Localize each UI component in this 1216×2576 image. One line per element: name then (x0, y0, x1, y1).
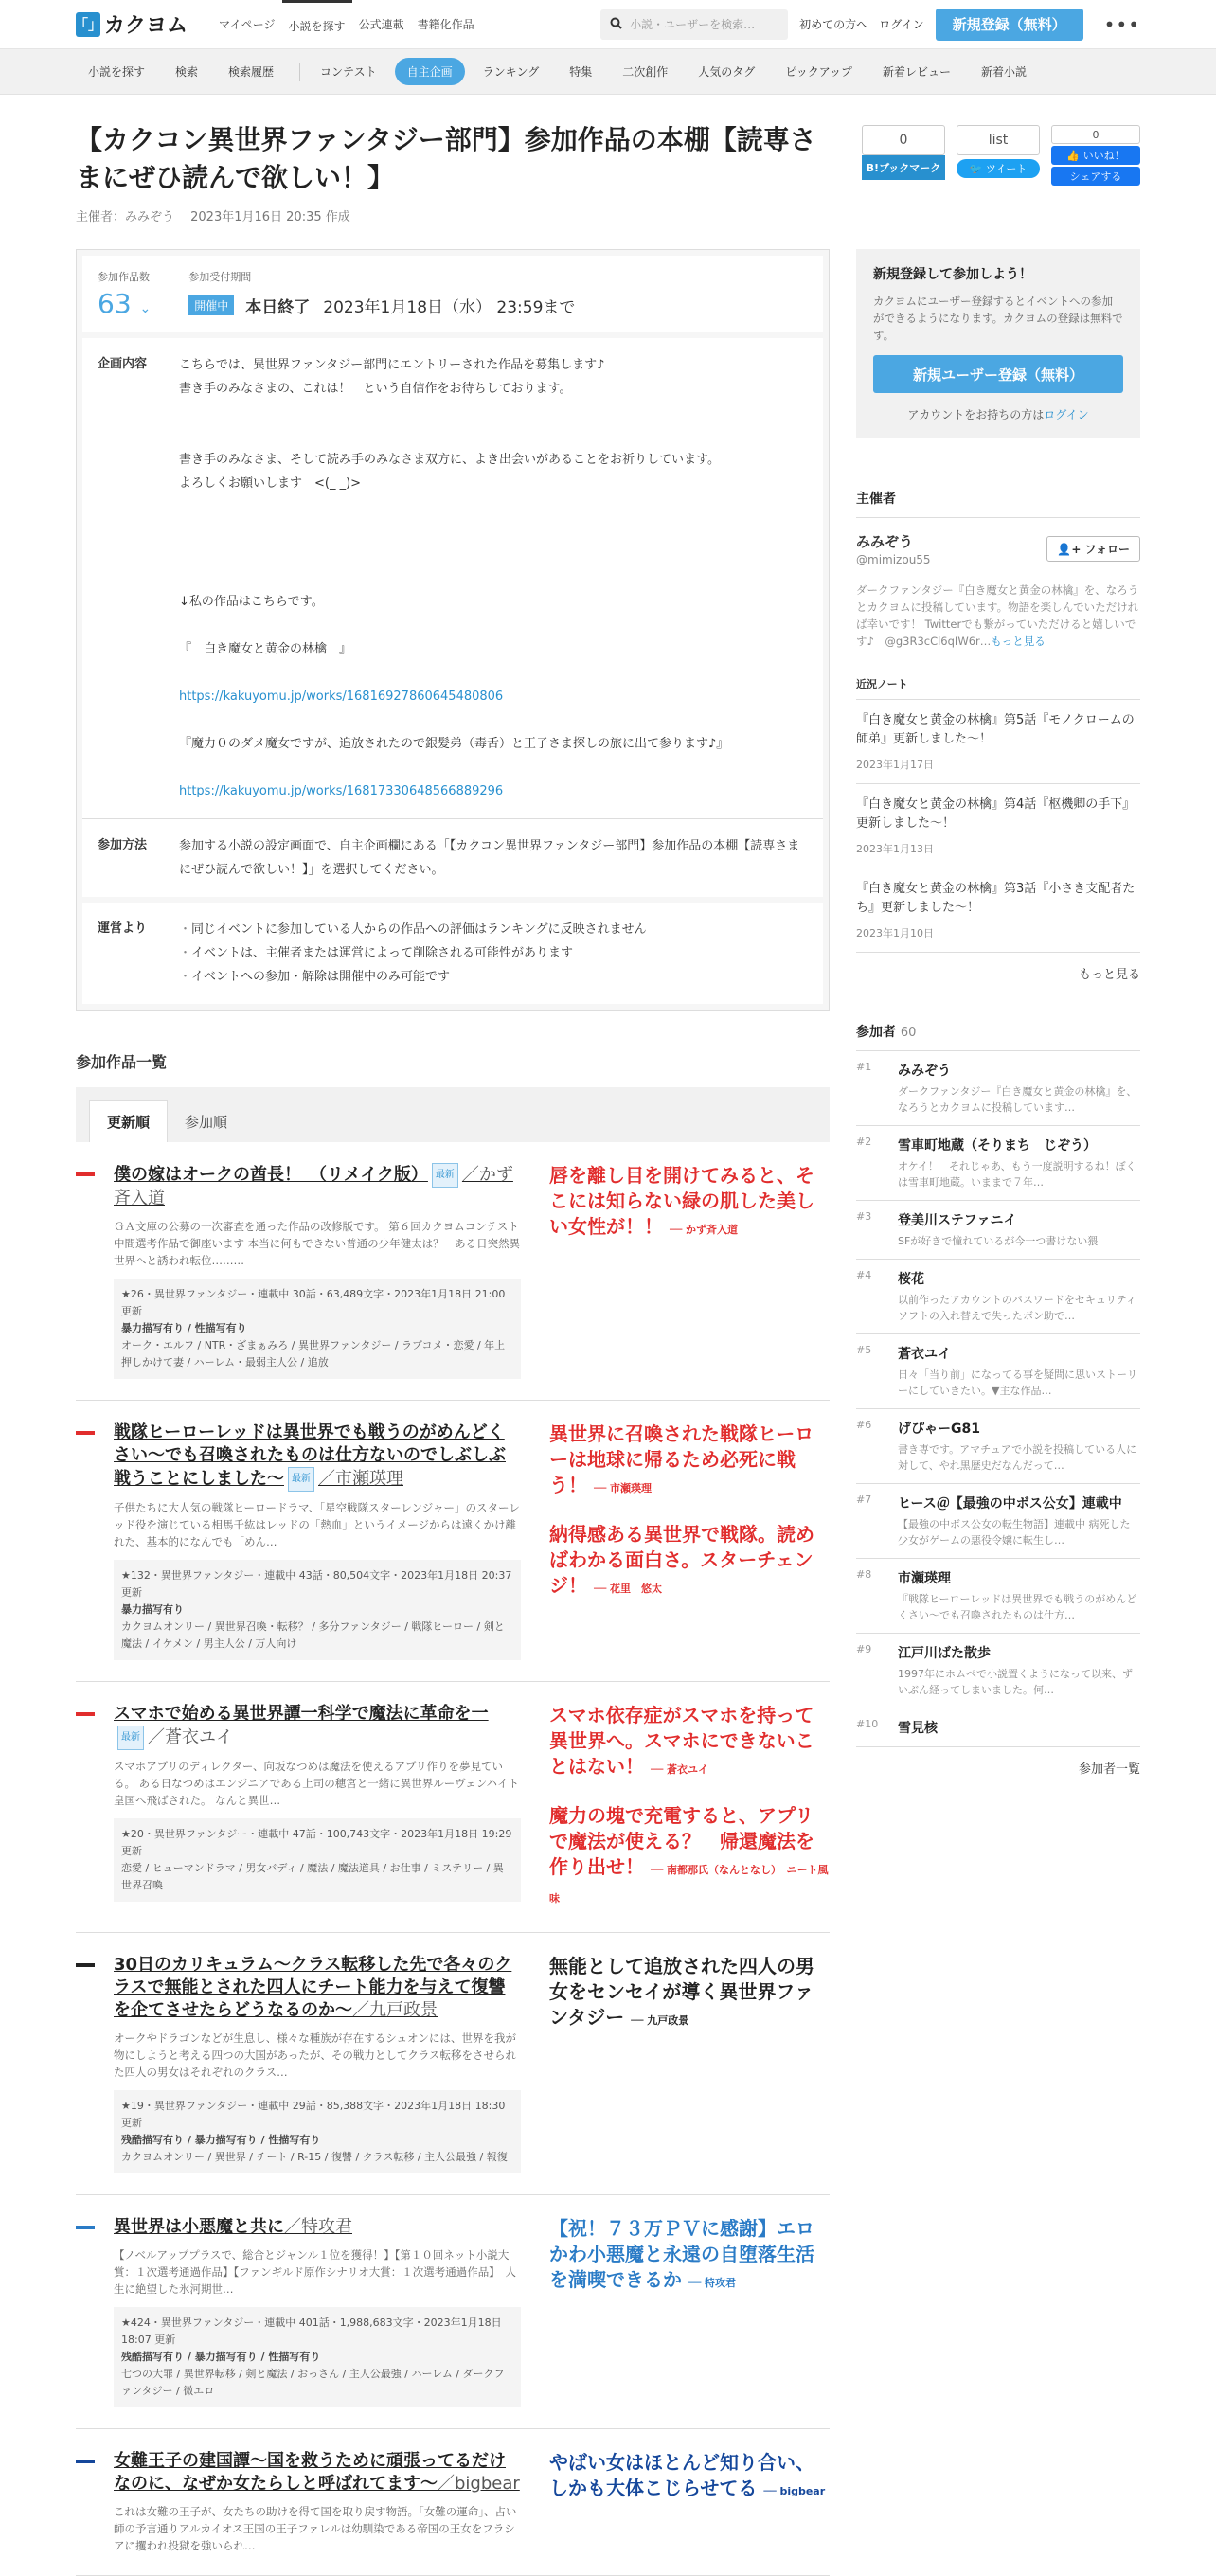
catchphrase-author[interactable]: ── bigbear (763, 2485, 826, 2497)
content-line: 『魔力０のダメ魔女ですが、追放されたので銀髪弟（毒舌）と王子さま探しの旅に出て参ります♪』 (179, 737, 729, 751)
global-header (0, 0, 1216, 49)
note-title[interactable]: 『白き魔女と黄金の林檎』第3話『小さき支配者たち』更新しました～！ (856, 882, 1136, 915)
catchphrase-author[interactable]: ── 特攻君 (688, 2277, 737, 2289)
participant-item[interactable] (856, 1559, 1140, 1634)
nav-mypage[interactable]: マイページ (219, 18, 276, 31)
genre-color-bar (76, 1712, 95, 1716)
subnav-new-novels[interactable]: 新着小説 (980, 65, 1027, 79)
participant-desc: 以前作ったアカウントのパスワードをセキュリティソフトの入れ替えで失ったボン助で… (898, 1294, 1136, 1322)
subnav-fanfic[interactable]: 二次創作 (622, 65, 669, 79)
list-button[interactable]: list (957, 125, 1040, 155)
blank-line (179, 519, 808, 543)
participant-item[interactable] (856, 1409, 1140, 1484)
content-link[interactable]: https://kakuyomu.jp/works/16817330648566889296 (179, 784, 504, 798)
hatena-bookmark-button[interactable]: B!ブックマーク (862, 155, 945, 180)
notes-more-link[interactable]: もっと見る (1078, 968, 1140, 982)
side-register-box (856, 249, 1140, 438)
organizer-desc (856, 581, 1140, 650)
work-title[interactable]: 戦隊ヒーローレッドは異世界でも戦うのがめんどくさい〜でも召喚されたものは仕方ないのでしぶしぶ戦うことにしました〜 最新 ／市瀬瑛理 (114, 1422, 521, 1492)
sub-nav (0, 49, 1216, 95)
login-prefix: アカウントをお持ちの方は (907, 408, 1045, 421)
work-item (76, 1933, 830, 2195)
work-tags[interactable]: 恋愛 / ヒューマンドラマ / 男女バディ / 魔法 / 魔法道具 / お仕事 / ミステリー / 異世界召喚 (121, 1862, 504, 1891)
blank-line (179, 661, 808, 685)
subnav-history[interactable]: 検索履歴 (228, 65, 275, 79)
participant-item[interactable] (856, 1260, 1140, 1334)
logo-text: カクヨム (104, 14, 188, 38)
participant-desc: ダークファンタジー『白き魔女と黄金の林檎』を、なろうとカクヨムに投稿しています… (898, 1085, 1137, 1114)
work-author[interactable]: ／かず斉入道 (114, 1165, 513, 1208)
organizer-name[interactable]: みみぞう (856, 533, 914, 550)
work-catchphrase[interactable]: スマホ依存症がスマホを持って異世界へ。スマホにできないことはない！ ── 蒼衣ユイ (549, 1704, 814, 1778)
participant-rank: #4 (856, 1269, 872, 1281)
participant-desc: 【最強の中ボス公女の転生物語】連載中 病死した少女がゲームの悪役令嬢に転生し… (898, 1518, 1131, 1547)
participants-heading (856, 1022, 1140, 1051)
blank-line (179, 708, 808, 732)
participant-rank: #1 (856, 1061, 872, 1073)
work-stats: ★132・異世界ファンタジー・連載中 43話・80,504文字・2023年1月18日 20:37 更新 (121, 1569, 512, 1599)
admin-note: ・ イベントへの参加・解除は開催中のみ可能です (179, 965, 808, 989)
side-register-heading: 新規登録して参加しよう！ (873, 267, 1032, 282)
content-line: よろしくお願いします <(_ _)> (179, 476, 362, 491)
tweet-label: ツイート (985, 163, 1028, 175)
method-body: 参加する小説の設定画面で、自主企画欄にある「【カクコン異世界ファンタジー部門】参加作品の本棚【読専さまにぜひ読んで欲しい！】」を選択してください。 (179, 839, 800, 877)
work-title[interactable]: 異世界は小悪魔と共に／特攻君 (114, 2217, 352, 2237)
work-meta (114, 1560, 521, 1660)
work-catchphrase[interactable]: 異世界に召喚された戦隊ヒーローは地球に帰るため必死に戦う！ ── 市瀬瑛理 (549, 1422, 814, 1496)
page-title: 【カクコン異世界ファンタジー部門】参加作品の本棚【読専さまにぜひ読んで欲しい！】 (76, 124, 816, 193)
follow-label: フォロー (1084, 543, 1130, 556)
event-info (76, 249, 830, 1011)
catchphrase-author[interactable]: ── 市瀬瑛理 (593, 1482, 653, 1494)
subnav-tags[interactable]: 人気のタグ (698, 65, 756, 79)
work-author[interactable]: ／市瀬瑛理 (318, 1469, 403, 1489)
work-warnings: 残酷描写有り / 暴力描写有り / 性描写有り (121, 2134, 321, 2146)
work-item (76, 1142, 830, 1401)
subnav-ranking[interactable]: ランキング (482, 65, 540, 79)
notes-list (856, 700, 1140, 953)
work-intro: ＧＡ文庫の公募の一次審査を通った作品の改修版です。 第６回カクヨムコンテスト中間選考作品で御座います 本当に何もできない普通の少年健太は？ ある日突然異世界へと誘われ転位……… (114, 1220, 521, 1267)
logo[interactable] (76, 9, 188, 39)
subnav-feature[interactable]: 特集 (569, 65, 593, 79)
tab-updated[interactable]: 更新順 (89, 1100, 168, 1142)
genre-color-bar (76, 1172, 95, 1176)
work-warnings: 暴力描写有り / 性描写有り (121, 1322, 247, 1334)
count-value[interactable]: 63 ⌄ (98, 288, 152, 319)
works-list (76, 1142, 830, 2576)
twitter-icon: 🐦 (969, 162, 983, 175)
participant-desc: 書き専です。アマチュアで小説を投稿している人に対して、やれ黒歴史だなんだって… (898, 1443, 1137, 1472)
organizer-more-link[interactable]: もっと見る (991, 635, 1046, 648)
end-date: 2023年1月18日（水） 23:59まで (323, 298, 576, 317)
note-title[interactable]: 『白き魔女と黄金の林檎』第5話『モノクロームの師弟』更新しました～！ (856, 713, 1135, 746)
admin-note: ・ 同じイベントに参加している人からの作品への評価はランキングに反映されません (179, 918, 808, 941)
more-menu-icon[interactable]: ••• (1103, 12, 1140, 36)
nav-official[interactable]: 公式連載 (358, 18, 404, 31)
status-badge: 開催中 (188, 295, 234, 315)
nav-books[interactable]: 書籍化作品 (417, 18, 474, 31)
content-line: 書き手のみなさま、そして読み手のみなさま双方に、よき出会いがあることをお祈りしています。 (179, 453, 720, 467)
participant-name[interactable]: 雪見核 (898, 1721, 938, 1736)
notes-heading: 近況ノート (856, 676, 1140, 700)
note-title[interactable]: 『白き魔女と黄金の林檎』第4話『枢機卿の手下』更新しました～！ (856, 797, 1136, 831)
blank-line (179, 614, 808, 637)
subnav-find[interactable]: 小説を探す (88, 65, 146, 79)
page-meta: 主催者：みみぞう 2023年1月16日 20:35 作成 (76, 210, 350, 224)
fb-like-label: いいね！ (1082, 150, 1125, 162)
organizer-desc-text: ダークファンタジー『白き魔女と黄金の林檎』を、なろうとカクヨムに投稿しています。物語を楽しんでいただければ幸いです！ Twitterでも繋がっていただけると嬉しいです♪ @g3R3cCl6qIW6r… (856, 583, 1139, 648)
participant-item[interactable] (856, 1634, 1140, 1708)
work-tags[interactable]: カクヨムオンリー / 異世界召喚・転移？ / 多分ファンタジー / 戦隊ヒーロー / 剣と魔法 / イケメン / 男主人公 / 万人向け (121, 1620, 505, 1650)
bookmark-count: 0 (862, 125, 945, 155)
participant-desc: オケイ！ それじゃあ、もう一度説明するね！ぼくは雪車町地蔵。いままで７年… (898, 1160, 1136, 1189)
participant-name[interactable]: 桜花 (898, 1272, 924, 1287)
work-tags[interactable]: オーク・エルフ / NTR・ざまぁみろ / 異世界ファンタジー / ラブコメ・恋愛 / 年上押しかけて妻 / ハーレム・最弱主人公 / 追放 (121, 1339, 506, 1368)
blank-line (179, 566, 808, 590)
work-catchphrase[interactable]: やばい女はほとんど知り合い、しかも大体こじらせてる ── bigbear (549, 2451, 826, 2499)
work-warnings: 残酷描写有り / 暴力描写有り / 性描写有り (121, 2351, 321, 2363)
work-intro: これは女難の王子が、女たちの助けを得て国を取り戻す物語。「女難の運命」、占い師の予言通りアルカイオス王国の王子ファレルは幼馴染である帝国の王女をフラシアに攫われ投獄を強いられ… (114, 2505, 517, 2552)
logo-mark: 「」 (76, 12, 100, 37)
work-author[interactable]: ／bigbear (438, 2474, 520, 2494)
organizer-heading: 主催者 (856, 489, 1140, 518)
participants-heading-label: 参加者 (856, 1025, 896, 1040)
work-stats: ★26・異世界ファンタジー・連載中 30話・63,489文字・2023年1月18日 21:00 更新 (121, 1288, 506, 1317)
participant-rank: #3 (856, 1210, 872, 1223)
work-title[interactable]: 30日のカリキュラム～クラス転移した先で各々のクラスで無能とされた四人にチート能力を与えて復讐を企てさせたらどうなるのか～／九戸政景 (114, 1955, 512, 2020)
note-item[interactable] (856, 700, 1140, 784)
facebook-like-button[interactable] (1051, 146, 1140, 165)
share-buttons (862, 121, 1140, 224)
participant-item[interactable] (856, 1484, 1140, 1559)
work-author[interactable]: ／特攻君 (284, 2217, 352, 2237)
admin-note: ・ イベントは、主催者または運営によって削除される可能性があります (179, 941, 808, 965)
work-author[interactable]: ／蒼衣ユイ (148, 1727, 233, 1747)
blank-line (179, 495, 808, 519)
work-item (76, 2195, 830, 2429)
note-item[interactable] (856, 784, 1140, 868)
participant-name[interactable]: 江戸川ばた散歩 (898, 1646, 991, 1661)
participant-item[interactable] (856, 1051, 1140, 1126)
work-intro: オークやドラゴンなどが生息し、様々な種族が存在するシュオンには、世界を我が物にしようと考える四つの大国があったが、その戦力としてクラス転移をさせられた四人の男女はそれぞれのクラス… (114, 2031, 517, 2079)
participant-name[interactable]: みみぞう (898, 1064, 951, 1079)
genre-color-bar (76, 1963, 95, 1967)
work-title[interactable]: スマホで始める異世界譚一科学で魔法に革命を一最新 ／蒼衣ユイ (114, 1703, 521, 1750)
subnav-reviews[interactable]: 新着レビュー (882, 65, 951, 79)
genre-color-bar (76, 1431, 95, 1435)
blank-line (179, 543, 808, 566)
genre-color-bar (76, 2226, 95, 2229)
facebook-share-button[interactable]: シェアする (1051, 167, 1140, 186)
search-placeholder: 小説・ユーザーを検索… (630, 18, 756, 31)
work-meta (114, 2090, 521, 2174)
blank-line (179, 424, 808, 448)
participant-name[interactable]: 雪車町地蔵（そりまち じぞう） (898, 1138, 1097, 1154)
period-label: 参加受付期間 (188, 271, 252, 283)
catchphrase-author[interactable]: ── 花里 悠太 (593, 1583, 663, 1595)
work-stats: ★424・異世界ファンタジー・連載中 401話・1,988,683文字・2023年1月18日 18:07 更新 (121, 2317, 502, 2346)
work-stats: ★20・異世界ファンタジー・連載中 47話・100,743文字・2023年1月18日 19:29 更新 (121, 1828, 512, 1857)
note-date: 2023年1月13日 (856, 843, 934, 855)
participants-count: 60 (900, 1026, 917, 1040)
participant-name[interactable]: 市瀬瑛理 (898, 1571, 951, 1586)
work-item (76, 1682, 830, 1933)
chevron-down-icon: ⌄ (139, 301, 152, 316)
participant-desc: 日々「当り前」になってる事を疑問に思いストーリーにしていきたい。▼主な作品… (898, 1368, 1137, 1397)
blank-line (179, 401, 808, 424)
work-catchphrase[interactable]: 唇を離し目を開けてみると、そこには知らない緑の肌した美しい女性が！！ ── かず斉入道 (549, 1164, 814, 1238)
divider (299, 63, 300, 81)
end-label: 本日終了 (245, 298, 311, 317)
note-item[interactable] (856, 868, 1140, 953)
content-line: ↓私の作品はこちらです。 (179, 595, 324, 609)
work-title[interactable]: 女難王子の建国譚～国を救うために頑張ってるだけなのに、なぜか女たらしと呼ばれてます～／bigbear (114, 2451, 520, 2494)
subnav-pickup[interactable]: ピックアップ (785, 65, 852, 79)
participant-name[interactable]: 登美川ステファニイ (898, 1213, 1017, 1228)
participant-item[interactable] (856, 1708, 1140, 1747)
note-date: 2023年1月17日 (856, 759, 934, 771)
follow-button[interactable] (1046, 536, 1140, 562)
work-tags[interactable]: カクヨムオンリー / 異世界 / チート / R-15 / 復讐 / クラス転移 / 主人公最強 / 報復 (121, 2151, 508, 2163)
new-badge: 最新 (288, 1467, 314, 1492)
participant-desc: 1997年にホムペで小説置くようになって以来、ずいぶん経ってしまいました。何… (898, 1668, 1133, 1696)
participant-rank: #10 (856, 1718, 879, 1730)
participant-name[interactable]: 蒼衣ユイ (898, 1347, 951, 1362)
subnav-search[interactable]: 検索 (175, 65, 199, 79)
participant-desc: 『戦隊ヒーローレッドは異世界でも戦うのがめんどくさい〜でも召喚されたものは仕方… (898, 1593, 1137, 1621)
participant-desc: SFが好きで憧れているが今一つ書けない猥 (898, 1235, 1099, 1247)
facebook-count: 0 (1051, 125, 1140, 144)
work-intro: スマホアプリのディレクター、向坂なつめは魔法を使えるアプリ作りを夢見ている。 ある日なつめはエンジニアである上司の穂宮と一緒に異世界ルーヴェンハイト皇国へ飛ばされた。 なんと異世… (114, 1760, 519, 1807)
genre-color-bar (76, 2460, 95, 2463)
participant-item[interactable] (856, 1126, 1140, 1201)
side-login-row (873, 406, 1123, 422)
content-line: 書き手のみなさまの、これは！ という自信作をお待ちしております。 (179, 382, 572, 396)
subnav-contest[interactable]: コンテスト (320, 65, 377, 79)
work-stats: ★19・異世界ファンタジー・連載中 29話・85,388文字・2023年1月18日 18:30 更新 (121, 2100, 506, 2129)
work-catchphrase[interactable]: 納得感ある異世界で戦隊。読めばわかる面白さ。スターチェンジ！ ── 花里 悠太 (549, 1523, 814, 1597)
subnav-self-projects[interactable]: 自主企画 (395, 58, 465, 85)
count-label: 参加作品数 (98, 271, 150, 283)
work-item (76, 1401, 830, 1682)
catchphrase-author[interactable]: ── 南都那氏（なんとなし） ニート風味 (549, 1864, 829, 1905)
participant-rank: #5 (856, 1344, 872, 1356)
organizer-id: @mimizou55 (856, 553, 931, 566)
work-tags[interactable]: 七つの大罪 / 異世界転移 / 剣と魔法 / おっさん / 主人公最強 / ハーレム / ダークファンタジー / 微エロ (121, 2368, 505, 2397)
method-label: 参加方法 (98, 838, 148, 852)
work-meta (114, 1818, 521, 1902)
works-heading: 参加作品一覧 (76, 1053, 168, 1071)
global-nav (212, 0, 481, 49)
beginners-link[interactable]: 初めての方へ (799, 18, 868, 31)
content-label: 企画内容 (98, 357, 148, 371)
work-catchphrase[interactable]: 無能として追放された四人の男女をセンセイが導く異世界ファンタジー ── 九戸政景 (549, 1955, 814, 2029)
search-icon (610, 17, 622, 32)
work-author[interactable]: ／九戸政景 (352, 2000, 438, 2020)
nav-find-novels[interactable]: 小説を探す (282, 0, 352, 49)
content-line: 『 白き魔女と黄金の林檎 』 (179, 642, 352, 656)
participant-name[interactable]: ヒース＠【最強の中ボス公女】連載中 (898, 1496, 1122, 1512)
search-input[interactable] (600, 9, 788, 40)
participant-rank: #8 (856, 1568, 872, 1581)
participant-name[interactable]: げぴゃーG81 (898, 1422, 980, 1437)
catchphrase-author[interactable]: ── 九戸政景 (631, 2014, 689, 2027)
work-catchphrase[interactable]: 魔力の塊で充電すると、アプリで魔法が使える？ 帰還魔法を作り出せ！ ── 南都那氏（なんとなし） ニート風味 (549, 1804, 829, 1905)
thumbs-up-icon: 👍 (1066, 149, 1081, 162)
user-plus-icon: 👤+ (1057, 543, 1082, 556)
work-catchphrase[interactable]: 【祝！７３万ＰＶに感謝】エロかわ小悪魔と永遠の自堕落生活を満喫できるか ── 特攻君 (549, 2217, 814, 2291)
participant-item[interactable] (856, 1334, 1140, 1409)
catchphrase-author[interactable]: ── 蒼衣ユイ (650, 1763, 709, 1776)
catchphrase-author[interactable]: ── かず斉入道 (669, 1224, 739, 1236)
work-meta (114, 2307, 521, 2407)
work-intro: 【ノベルアッププラスで、総合とジャンル１位を獲得！】【第１０回ネット小説大賞：１次選考通過作品】【ファンギルド原作シナリオ大賞：１次選考通過作品】 人生に絶望した氷河期世… (114, 2248, 517, 2296)
login-link[interactable]: ログイン (879, 18, 924, 31)
work-intro: 子供たちに大人気の戦隊ヒーロードラマ、「星空戦隊スターレンジャー」のスターレッド役を演じている相馬千紘はレッドの「熱血」というイメージからは遠くかけ離れた、基本的になんでも「めん… (114, 1501, 520, 1548)
participant-rank: #2 (856, 1136, 872, 1148)
work-meta (114, 1279, 521, 1379)
all-participants-link[interactable]: 参加者一覧 (1078, 1762, 1140, 1777)
side-login-link[interactable]: ログイン (1044, 408, 1089, 421)
side-register-text: カクヨムにユーザー登録するとイベントへの参加ができるようになります。カクヨムの登録は無料です。 (873, 295, 1123, 342)
admin-notes (179, 918, 808, 989)
content-body (179, 353, 808, 803)
participant-rank: #9 (856, 1643, 872, 1655)
side-register-button[interactable]: 新規ユーザー登録（無料） (873, 355, 1123, 393)
work-warnings: 暴力描写有り (121, 1603, 184, 1616)
content-link[interactable]: https://kakuyomu.jp/works/16816927860645480806 (179, 689, 504, 704)
tweet-button[interactable] (957, 159, 1040, 178)
tab-joined[interactable]: 参加順 (185, 1113, 228, 1131)
content-line: こちらでは、異世界ファンタジー部門にエントリーされた作品を募集します♪ (179, 358, 605, 372)
admin-label: 運営より (98, 921, 148, 936)
register-button[interactable]: 新規登録（無料） (936, 9, 1083, 41)
work-title[interactable]: 僕の嫁はオークの酋長！ （リメイク版） 最新 ／かず斉入道 (114, 1165, 513, 1208)
new-badge: 最新 (117, 1726, 144, 1750)
participant-rank: #6 (856, 1419, 872, 1431)
works-tabs (76, 1087, 830, 1142)
work-item (76, 2429, 830, 2576)
participant-rank: #7 (856, 1494, 872, 1506)
participants-list (856, 1051, 1140, 1747)
note-date: 2023年1月10日 (856, 927, 934, 939)
blank-line (179, 756, 808, 779)
participant-item[interactable] (856, 1201, 1140, 1260)
new-badge: 最新 (432, 1163, 458, 1188)
